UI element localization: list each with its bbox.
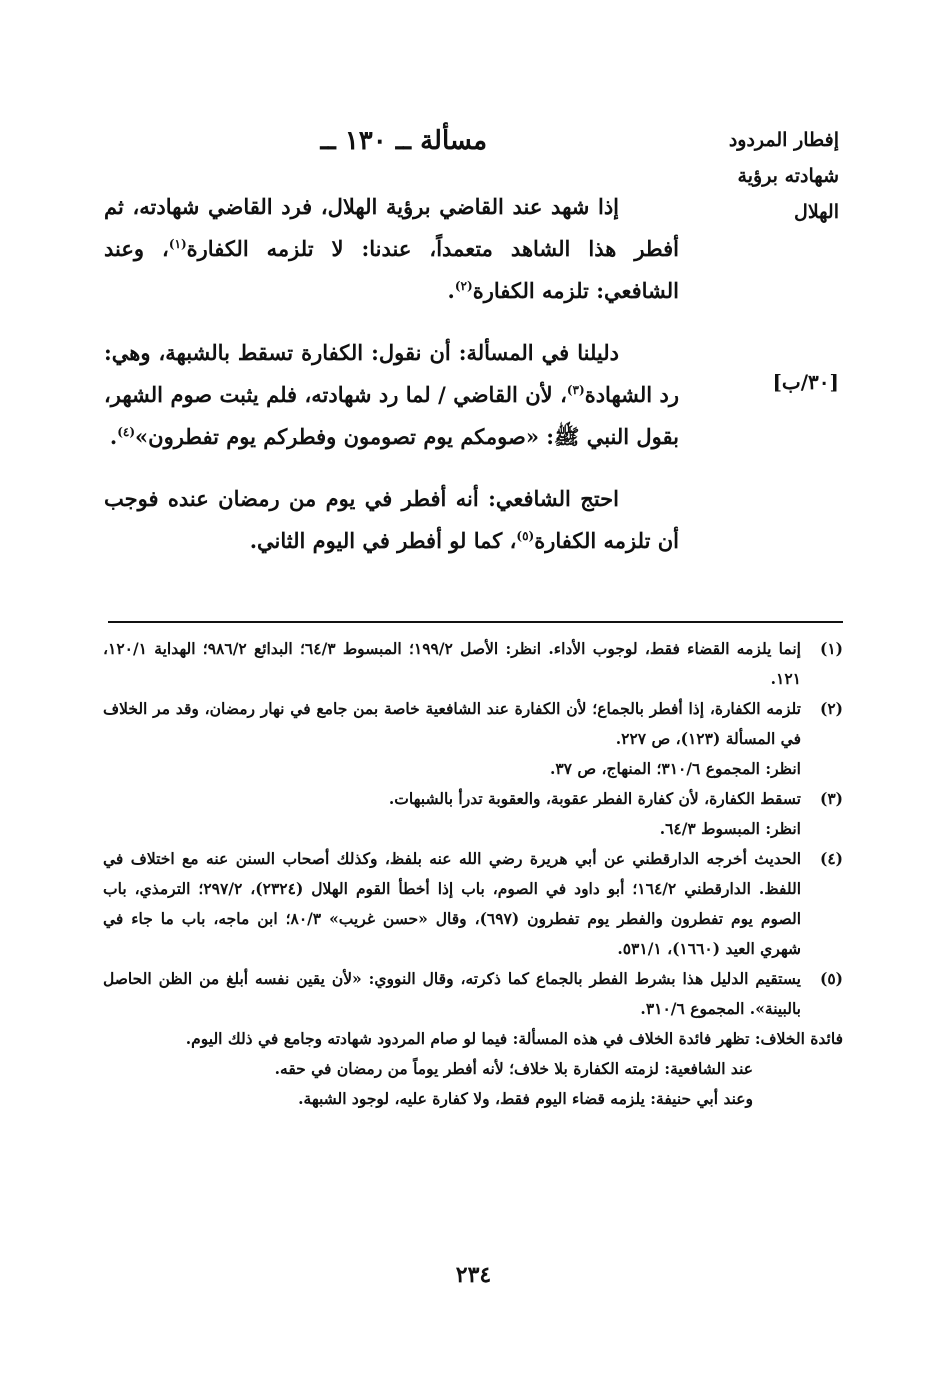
footnote-text: يستقيم الدليل هذا بشرط الفطر بالجماع كما ذكرته، وقال النووي: «لأن يقين نفسه أبلغ من الظن الحاصل بالبينة». المجموع ٣١٠/٦. (103, 969, 801, 1018)
text-span: دليلنا في المسألة: أن نقول: الكفارة تسقط بالشبهة، وهي: رد الشهادة (104, 340, 680, 407)
footnote-text: انظر: المبسوط ٦٤/٣. (659, 819, 801, 838)
text-span: احتج الشافعي: أنه أفطر في يوم من رمضان عنده فوجب أن تلزمه الكفارة (104, 486, 679, 553)
footnote-2 (103, 694, 843, 784)
margin-note-line: إفطار المردود (728, 129, 839, 151)
footnote-ref: (٣) (566, 383, 585, 397)
benefit-hanafi: وعند أبي حنيفة: يلزمه قضاء اليوم فقط، ولا كفارة عليه، لوجود الشبهة. (298, 1089, 753, 1108)
footnote-number: (١) (819, 639, 843, 658)
text-span: ، كما لو أفطر في اليوم الثاني. (249, 528, 517, 553)
footnote-text: إنما يلزمه القضاء فقط، لوجوب الأداء. انظر: الأصل ١٩٩/٢؛ المبسوط ٦٤/٣؛ البدائع ٩٨٦/٢؛ الهداية ١٢٠/١، ١٢١. (103, 639, 801, 688)
footnote-text: تسقط الكفارة، لأن كفارة الفطر عقوبة، والعقوبة تدرأ بالشبهات. (388, 789, 801, 808)
footnote-divider (108, 621, 843, 623)
text-span: . (447, 278, 455, 303)
footnote-ref: (١) (168, 237, 187, 251)
paragraph-1 (104, 186, 679, 312)
footnote-4 (103, 844, 843, 964)
benefit-shafii: عند الشافعية: لزمته الكفارة بلا خلاف؛ لأنه أفطر يوماً من رمضان في حقه. (274, 1059, 753, 1078)
footnote-number: (٢) (819, 699, 843, 718)
footnotes (103, 634, 843, 1114)
footnote-ref: (٥) (516, 529, 535, 543)
footnote-text: انظر: المجموع ٣١٠/٦؛ المنهاج، ص ٣٧. (549, 759, 801, 778)
footnote-text: الحديث أخرجه الدارقطني عن أبي هريرة رضي الله عنه بلفظ، وكذلك أصحاب السنن عنه مع اختلاف في اللفظ. الدارقطني ١٦٤/٢؛ أبو داود في الصوم، باب إذا أخطأ القوم الهلال (٢٣٢٤)، ٢٩٧/٢؛ الترمذي، باب الصوم يوم تفطرون والفطر يوم تفطرون (٦٩٧)، وقال «حسن غريب» ٨٠/٣؛ ابن ماجه، باب ما جاء في شهري العيد (١٦٦٠)، ٥٣١/١. (103, 849, 802, 958)
margin-note-line: الهلال (794, 201, 839, 223)
main-text (104, 186, 679, 582)
footnote-3 (103, 784, 843, 844)
footnote-1 (103, 634, 843, 694)
page-number: ٢٣٤ (455, 1262, 492, 1288)
paragraph-3 (104, 478, 679, 562)
text-span: ، لأن القاضي / لما رد شهادته، فلم يثبت صوم الشهر، بقول النبي ﷺ: «صومكم يوم تصومون وفطركم يوم تفطرون» (104, 382, 679, 449)
paragraph-2 (104, 332, 679, 458)
footnote-number: (٥) (819, 969, 843, 988)
issue-title: مسألة ــ ١٣٠ ــ (320, 126, 487, 156)
manuscript-folio-ref: [٣٠/ب] (772, 370, 839, 394)
footnote-text: تلزمه الكفارة، إذا أفطر بالجماع؛ لأن الكفارة عند الشافعية خاصة بمن جامع في نهار رمضان، وقد مر الخلاف في المسألة (١٢٣)، ص ٢٢٧. (103, 699, 801, 748)
text-span: ، وعند الشافعي: تلزمه الكفارة (104, 236, 679, 303)
footnote-number: (٣) (819, 789, 843, 808)
text-span: إذا شهد عند القاضي برؤية الهلال، فرد القاضي شهادته، ثم أفطر هذا الشاهد متعمداً، عندنا: لا تلزمه الكفارة (104, 194, 680, 261)
text-span: . (109, 424, 118, 449)
footnote-number: (٤) (819, 849, 843, 868)
benefit-intro: فائدة الخلاف: تظهر فائدة الخلاف في هذه المسألة: فيما لو صام المردود شهادته وجامع في ذلك اليوم. (185, 1029, 843, 1048)
margin-note-line: شهادته برؤية (737, 165, 839, 187)
margin-topic-note (689, 122, 839, 230)
footnote-ref: (٢) (454, 279, 473, 293)
footnote-ref: (٤) (117, 425, 136, 439)
footnote-5 (103, 964, 843, 1024)
